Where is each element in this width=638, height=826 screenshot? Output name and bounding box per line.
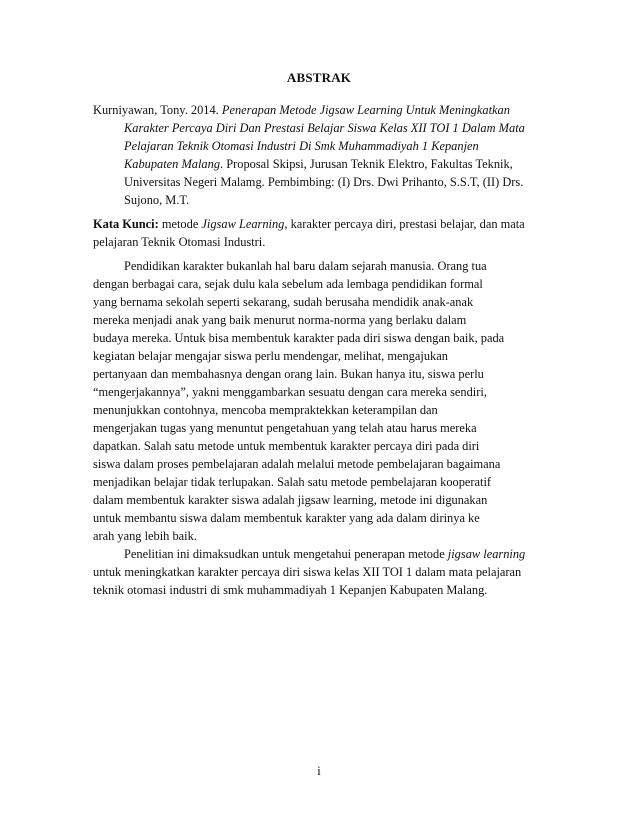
paragraph-1-line: yang bernama sekolah seperti sekarang, sudah berusaha mendidik anak-anak — [93, 295, 474, 309]
paragraph-1-line: arah yang lebih baik. — [93, 529, 197, 543]
paragraph-1-line: untuk membantu siswa dalam membentuk karakter yang ada dalam dirinya ke — [93, 511, 480, 525]
paragraph-2-line-3: teknik otomasi industri di smk muhammadiyah 1 Kepanjen Kabupaten Malang. — [93, 583, 488, 597]
citation-title-part: Penerapan Metode Jigsaw Learning Untuk Meningkatkan — [221, 103, 510, 117]
paragraph-1-line: dengan berbagai cara, sejak dulu kala sebelum ada lembaga pendidikan formal — [93, 277, 483, 291]
citation-line-5: Universitas Negeri Malamg. Pembimbing: (I) Drs. Dwi Prihanto, S.S.T, (II) Drs. — [124, 175, 524, 189]
paragraph-1-line: dalam membentuk karakter siswa adalah jigsaw learning, metode ini digunakan — [93, 493, 488, 507]
paragraph-1-line: mereka menjadi anak yang baik menurut norma-norma yang berlaku dalam — [93, 313, 467, 327]
abstract-title: ABSTRAK — [286, 70, 352, 85]
citation-text: . Proposal Skipsi, Jurusan Teknik Elektro, Fakultas Teknik, — [220, 157, 513, 171]
paragraph-1-line: Pendidikan karakter bukanlah hal baru dalam sejarah manusia. Orang tua — [124, 259, 487, 273]
paragraph-1-line: pertanyaan dan membahasnya dengan orang lain. Bukan hanya itu, siswa perlu — [93, 367, 484, 381]
keywords-italic: Jigsaw Learning — [201, 217, 285, 231]
citation-author-year: Kurniyawan, Tony. 2014. — [93, 103, 222, 117]
citation-line-6: Sujono, M.T. — [124, 193, 190, 207]
keywords-line-1 — [93, 215, 525, 233]
citation-line-4 — [124, 155, 513, 173]
citation-title-part: Kabupaten Malang — [124, 157, 221, 171]
paragraph-2-text: Penelitian ini dimaksudkan untuk mengetahui penerapan metode — [124, 547, 448, 561]
paragraph-1-line: menunjukkan contohnya, mencoba mempraktekkan keterampilan dan — [93, 403, 438, 417]
paragraph-1-line: budaya mereka. Untuk bisa membentuk karakter pada diri siswa dengan baik, pada — [93, 331, 505, 345]
citation-line-3: Pelajaran Teknik Otomasi Industri Di Smk Muhammadiyah 1 Kepanjen — [124, 139, 479, 153]
paragraph-2-italic: jigsaw learning — [447, 547, 526, 561]
paragraph-1-line: kegiatan belajar mengajar siswa perlu mendengar, melihat, mengajukan — [93, 349, 448, 363]
paragraph-2-line-2: untuk meningkatkan karakter percaya diri siswa kelas XII TOI 1 dalam mata pelajaran — [93, 565, 522, 579]
paragraph-1-line: siswa dalam proses pembelajaran adalah melalui metode pembelajaran bagaimana — [93, 457, 501, 471]
keywords-text: metode — [158, 217, 202, 231]
keywords-line-2: pelajaran Teknik Otomasi Industri. — [93, 235, 266, 249]
page-number: i — [317, 764, 321, 778]
citation-line-2: Karakter Percaya Diri Dan Prestasi Belajar Siswa Kelas XII TOI 1 Dalam Mata — [124, 121, 525, 135]
keywords-text: , karakter percaya diri, prestasi belajar, dan mata — [284, 217, 525, 231]
paragraph-1-line: menjadikan belajar tidak terlupakan. Salah satu metode pembelajaran kooperatif — [93, 475, 492, 489]
paragraph-1-line: mengerjakan tugas yang menuntut pengetahuan yang telah atau harus mereka — [93, 421, 477, 435]
keywords-label: Kata Kunci: — [93, 217, 159, 231]
paragraph-1-line: dapatkan. Salah satu metode untuk membentuk karakter percaya diri pada diri — [93, 439, 480, 453]
citation-line-1 — [93, 101, 510, 119]
paragraph-2-line-1 — [124, 545, 525, 563]
paragraph-1-line: “mengerjakannya”, yakni menggambarkan sesuatu dengan cara mereka sendiri, — [93, 385, 487, 399]
